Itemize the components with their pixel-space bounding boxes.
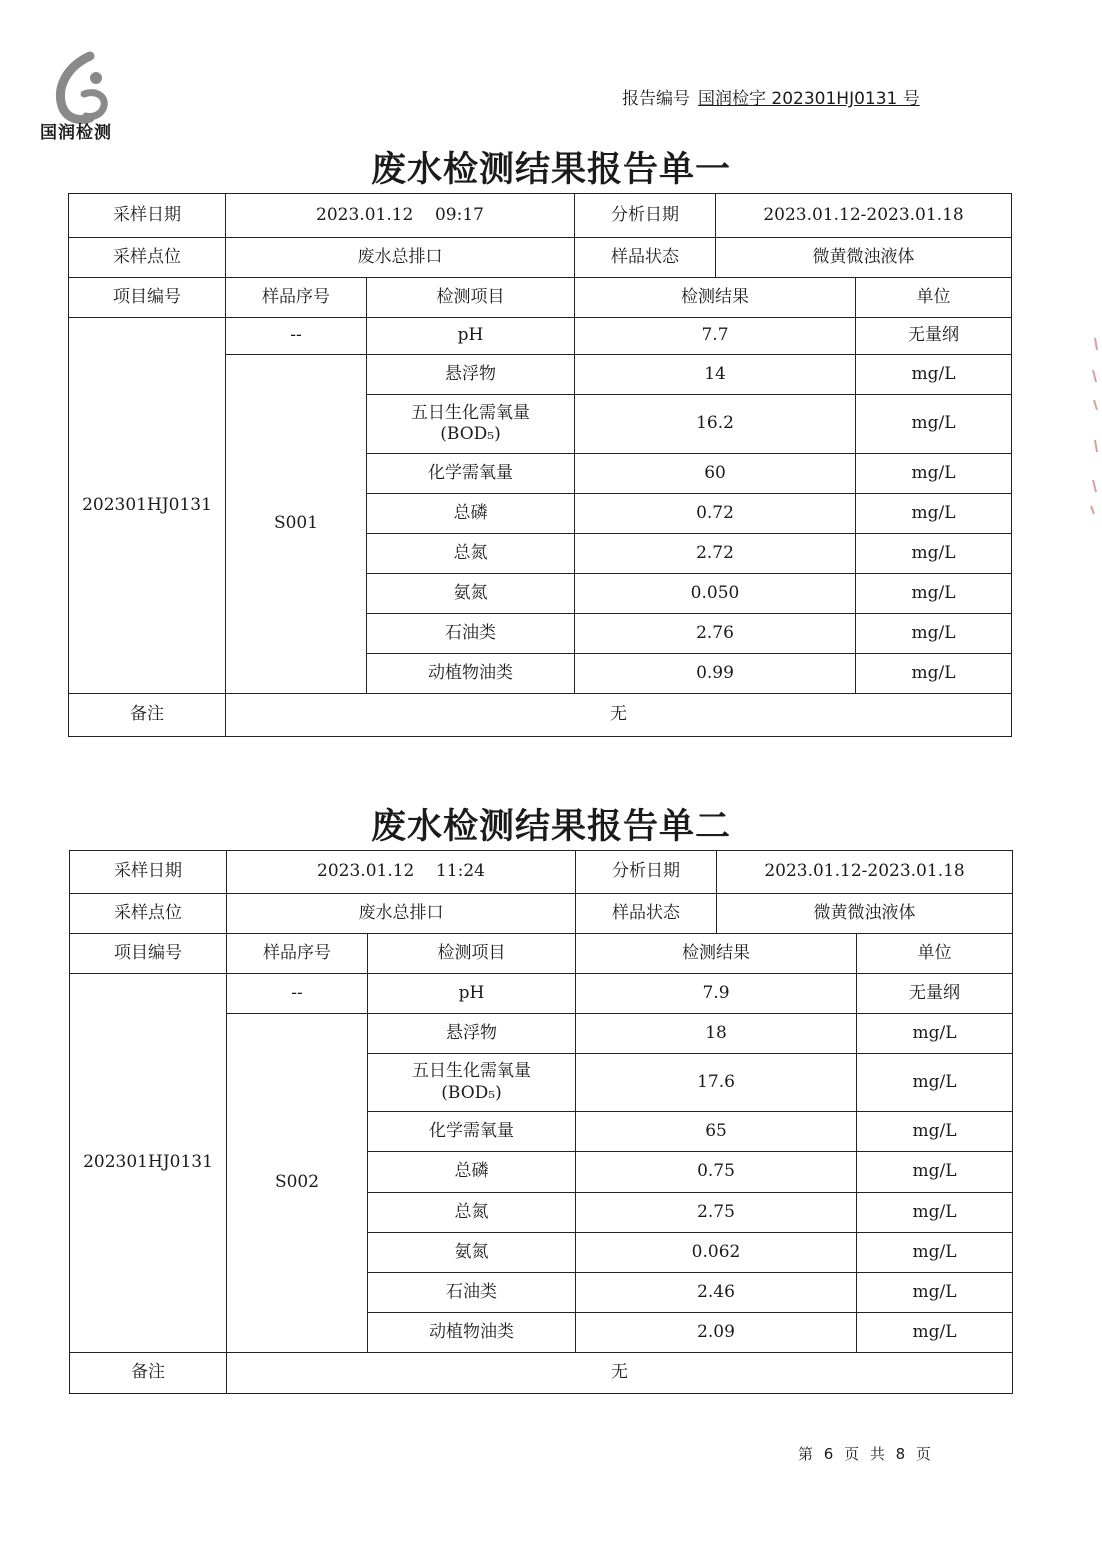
test-unit: mg/L <box>857 1273 1013 1313</box>
analysis-date-value: 2023.01.12-2023.01.18 <box>716 194 1012 238</box>
test-result: 60 <box>575 454 856 494</box>
test-result: 2.46 <box>576 1273 857 1313</box>
test-result: 2.75 <box>576 1193 857 1233</box>
label-project-no: 项目编号 <box>70 934 227 974</box>
remark-value: 无 <box>227 1353 1013 1394</box>
label-sample-seq: 样品序号 <box>226 278 367 318</box>
test-result: 0.72 <box>575 494 856 534</box>
test-item: 总氮 <box>367 534 575 574</box>
sheet-1-table <box>68 193 1012 737</box>
analysis-date-value: 2023.01.12-2023.01.18 <box>717 851 1013 894</box>
test-unit: mg/L <box>857 1054 1013 1112</box>
test-result: 0.75 <box>576 1152 857 1193</box>
table-row <box>70 974 1013 1014</box>
test-item: 总磷 <box>367 494 575 534</box>
logo-text: 国润检测 <box>40 123 112 143</box>
test-item: 氨氮 <box>368 1233 576 1273</box>
test-item-line-1: 五日生化需氧量 <box>411 402 530 423</box>
remark-value: 无 <box>226 694 1012 737</box>
test-item: 动植物油类 <box>368 1313 576 1353</box>
label-analysis-date: 分析日期 <box>575 194 716 238</box>
test-unit: mg/L <box>856 355 1012 395</box>
test-item: 石油类 <box>368 1273 576 1313</box>
test-unit: 无量纲 <box>857 974 1013 1014</box>
sheet-2-title: 废水检测结果报告单二 <box>370 807 731 847</box>
sample-seq-value: S001 <box>226 355 367 694</box>
test-unit: mg/L <box>856 574 1012 614</box>
test-item: 氨氮 <box>367 574 575 614</box>
label-project-no: 项目编号 <box>69 278 226 318</box>
label-test-result: 检测结果 <box>576 934 857 974</box>
test-result: 0.050 <box>575 574 856 614</box>
test-item: 动植物油类 <box>367 654 575 694</box>
seal-stamp-edge <box>1085 330 1099 520</box>
label-unit: 单位 <box>857 934 1013 974</box>
test-unit: mg/L <box>857 1233 1013 1273</box>
report-number <box>622 84 920 109</box>
label-test-item: 检测项目 <box>367 278 575 318</box>
test-item: pH <box>368 974 576 1014</box>
label-remark: 备注 <box>70 1353 227 1394</box>
label-sampling-site: 采样点位 <box>69 238 226 278</box>
project-no-value: 202301HJ0131 <box>70 974 227 1353</box>
test-item-line-2: (BOD₅) <box>440 424 501 444</box>
test-item <box>368 1054 576 1112</box>
test-result: 7.9 <box>576 974 857 1014</box>
test-unit: mg/L <box>856 654 1012 694</box>
test-unit: mg/L <box>857 1313 1013 1353</box>
test-unit: 无量纲 <box>856 318 1012 355</box>
test-result: 16.2 <box>575 395 856 454</box>
report-number-value: 国润检字 202301HJ0131 号 <box>698 89 920 109</box>
sampling-site-value: 废水总排口 <box>227 894 576 934</box>
test-result: 2.76 <box>575 614 856 654</box>
test-item: 石油类 <box>367 614 575 654</box>
test-result: 2.72 <box>575 534 856 574</box>
sample-state-value: 微黄微浊液体 <box>716 238 1012 278</box>
page-number: 第 6 页 共 8 页 <box>798 1445 934 1463</box>
test-item-line-2: (BOD₅) <box>441 1082 502 1103</box>
test-item: 化学需氧量 <box>368 1112 576 1152</box>
sheet-1-title: 废水检测结果报告单一 <box>370 150 731 190</box>
test-item: 悬浮物 <box>368 1014 576 1054</box>
test-item: 化学需氧量 <box>367 454 575 494</box>
test-item: 悬浮物 <box>367 355 575 395</box>
label-sampling-date: 采样日期 <box>70 851 227 894</box>
label-sample-seq: 样品序号 <box>227 934 368 974</box>
test-result: 0.062 <box>576 1233 857 1273</box>
label-test-item: 检测项目 <box>368 934 576 974</box>
ph-sample-seq: -- <box>226 318 367 355</box>
test-result: 14 <box>575 355 856 395</box>
label-unit: 单位 <box>856 278 1012 318</box>
sheet-2-table <box>69 850 1013 1394</box>
test-result: 7.7 <box>575 318 856 355</box>
test-unit: mg/L <box>857 1193 1013 1233</box>
test-item: 总磷 <box>368 1152 576 1193</box>
test-item <box>367 395 575 454</box>
test-result: 0.99 <box>575 654 856 694</box>
test-unit: mg/L <box>856 454 1012 494</box>
sampling-date-value: 2023.01.12 11:24 <box>227 851 576 894</box>
label-analysis-date: 分析日期 <box>576 851 717 894</box>
test-result: 65 <box>576 1112 857 1152</box>
test-unit: mg/L <box>856 494 1012 534</box>
label-sample-state: 样品状态 <box>576 894 717 934</box>
test-unit: mg/L <box>857 1152 1013 1193</box>
test-unit: mg/L <box>856 395 1012 454</box>
project-no-value: 202301HJ0131 <box>69 318 226 694</box>
label-sample-state: 样品状态 <box>575 238 716 278</box>
test-unit: mg/L <box>856 534 1012 574</box>
test-unit: mg/L <box>856 614 1012 654</box>
sample-state-value: 微黄微浊液体 <box>717 894 1013 934</box>
test-result: 2.09 <box>576 1313 857 1353</box>
report-number-label: 报告编号 <box>622 89 690 109</box>
ph-sample-seq: -- <box>227 974 368 1014</box>
test-item: pH <box>367 318 575 355</box>
test-item-line-1: 五日生化需氧量 <box>412 1061 531 1082</box>
test-item: 总氮 <box>368 1193 576 1233</box>
label-test-result: 检测结果 <box>575 278 856 318</box>
sampling-site-value: 废水总排口 <box>226 238 575 278</box>
label-sampling-site: 采样点位 <box>70 894 227 934</box>
sample-seq-value: S002 <box>227 1014 368 1353</box>
test-result: 18 <box>576 1014 857 1054</box>
table-row <box>69 318 1012 355</box>
sampling-date-value: 2023.01.12 09:17 <box>226 194 575 238</box>
test-unit: mg/L <box>857 1112 1013 1152</box>
test-result: 17.6 <box>576 1054 857 1112</box>
label-sampling-date: 采样日期 <box>69 194 226 238</box>
test-unit: mg/L <box>857 1014 1013 1054</box>
label-remark: 备注 <box>69 694 226 737</box>
